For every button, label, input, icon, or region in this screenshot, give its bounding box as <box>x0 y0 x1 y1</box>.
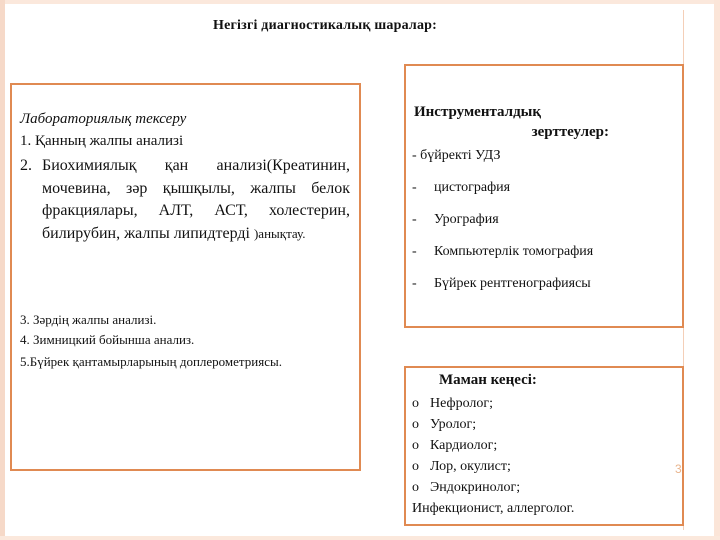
consultation-item <box>412 438 497 454</box>
lab-item-4: 4. Зимницкий бойынша анализ. <box>20 332 195 347</box>
bullet-icon: o <box>412 396 419 411</box>
lab-item-2-text <box>42 155 350 245</box>
page-number: 3 <box>675 462 682 476</box>
slide-frame-top <box>0 0 720 4</box>
instrumental-title <box>414 102 609 142</box>
slide-title: Негізгі диагностикалық шаралар: <box>212 18 437 33</box>
consultation-item <box>412 417 476 433</box>
slide-frame-right <box>714 0 720 540</box>
lab-item-2 <box>20 155 350 245</box>
lab-heading: Лабораториялық тексеру <box>20 111 187 127</box>
slide-frame-bottom <box>0 536 720 540</box>
instrumental-title-line2: зерттеулер: <box>531 124 609 140</box>
instrumental-item <box>412 244 593 260</box>
instrumental-tests-box <box>404 64 684 328</box>
instrumental-item-label: Бүйрек рентгенографиясы <box>434 276 591 291</box>
slide-frame-left <box>0 0 5 540</box>
consultation-item-label: Лор, окулист; <box>430 459 511 474</box>
consultation-item-label: Нефролог; <box>430 396 493 411</box>
lab-item-2-number: 2. <box>20 157 32 174</box>
lab-tests-box <box>10 83 361 471</box>
consultation-last-line: Инфекционист, аллерголог. <box>412 501 575 516</box>
instrumental-item <box>412 180 510 196</box>
instrumental-item <box>412 276 591 292</box>
instrumental-title-line1: Инструменталдық <box>414 104 542 120</box>
consultation-item <box>412 480 520 496</box>
consultation-item <box>412 459 511 475</box>
lab-item-3: 3. Зәрдің жалпы анализі. <box>20 312 157 327</box>
dash-marker: - <box>412 212 417 227</box>
bullet-icon: o <box>412 480 419 495</box>
instrumental-item: - бүйректі УДЗ <box>412 148 501 163</box>
lab-item-5: 5.Бүйрек қантамырларының доплерометриясы. <box>20 354 282 369</box>
consultation-item <box>412 396 493 412</box>
instrumental-item-label: Урография <box>434 212 499 227</box>
lab-item-2-suffix: )анықтау. <box>253 225 306 241</box>
specialist-consultation-box <box>404 366 684 526</box>
bullet-icon: o <box>412 438 419 453</box>
instrumental-item <box>412 212 499 228</box>
consultation-item-label: Эндокринолог; <box>430 480 521 495</box>
dash-marker: - <box>412 276 417 291</box>
lab-item-1: 1. Қанның жалпы анализі <box>20 133 184 149</box>
consultation-title: Маман кеңесі: <box>439 372 537 388</box>
dash-marker: - <box>412 244 417 259</box>
lab-item-2-body: Биохимиялық қан анализі(Креатинин, мочевина, зәр қышқылы, жалпы белок фракциялары, АЛТ, АСТ, холестерин, билирубин, жалпы липидтерді <box>42 157 350 242</box>
bullet-icon: o <box>412 459 419 474</box>
instrumental-item-label: цистография <box>434 180 511 195</box>
consultation-item-label: Кардиолог; <box>430 438 498 453</box>
instrumental-item-label: Компьютерлік томография <box>434 244 594 259</box>
dash-marker: - <box>412 180 417 195</box>
bullet-icon: o <box>412 417 419 432</box>
consultation-item-label: Уролог; <box>430 417 477 432</box>
